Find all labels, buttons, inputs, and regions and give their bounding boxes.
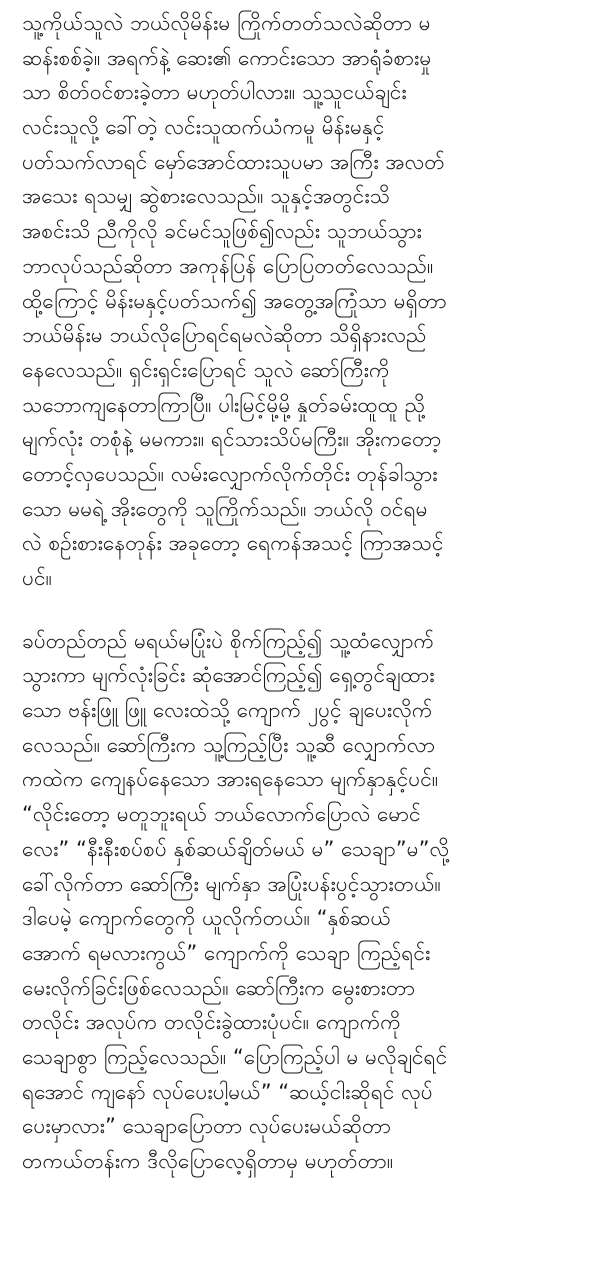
text-line: ခေါ်လိုက်တာ ဆော်ကြီး မျက်နှာ အပြုံးပန်းပွင့်သွားတယ်။: [22, 871, 441, 896]
text-line: ဘယ်မိန်းမ ဘယ်လိုပြောရင်ရမလဲဆိုတာ သိရှိနားလည်: [22, 323, 427, 348]
text-line: လေး” “နီးနီးစပ်စပ် နှစ်ဆယ်ချိတ်မယ် မ” သေချာ”မ”လို့: [22, 836, 450, 861]
text-line: ကထဲက ကျေနပ်နေသော အားရနေသော မျက်နှာနှင့်ပင်။: [22, 767, 439, 792]
text-line: ခပ်တည်တည် မရယ်မပြုံးပဲ စိုက်ကြည့်၍ သူ့ထံလျှောက်: [22, 628, 435, 653]
text-line: တလိုင်း အလုပ်က တလိုင်းခွဲထားပုံပင်။ ကျောက်ကို: [22, 1010, 401, 1035]
text-line: သွားကာ မျက်လုံးခြင်း ဆုံအောင်ကြည့်၍ ရှေ့တွင်ချထား: [22, 663, 435, 688]
text-line: သေချာစွာ ကြည့်လေသည်။ “ပြောကြည့်ပါ မ မလိုချင်ရင်: [22, 1044, 448, 1069]
text-line: “လိုင်းတော့ မတူဘူးရယ် ဘယ်လောက်ပြောလဲ မောင်: [22, 802, 421, 827]
text-line: တကယ်တန်းက ဒီလိုပြောလေ့ရှိတာမှ မဟုတ်တာ။: [22, 1149, 394, 1173]
text-line: လေသည်။ ဆော်ကြီးက သူ့ကြည့်ပြီး သူ့ဆီ လျှောက်လာ: [22, 732, 436, 757]
text-line: အသေး ရသမျှ ဆွဲစားလေသည်။ သူနှင့်အတွင်းသိ: [22, 184, 390, 209]
text-line: ရအောင် ကျနော် လုပ်ပေးပါ့မယ်” “ဆယ့်ငါးဆိုရင် လုပ်: [22, 1079, 433, 1104]
text-line: အောက် ရမလားကွယ်” ကျောက်ကို သေချာ ကြည့်ရင်း: [22, 940, 431, 965]
text-line: မျက်လုံး တစုံနဲ့ မမကား။ ရင်သားသိပ်မကြီး။ အိုးကတော့: [22, 427, 442, 452]
text-line: နေလေသည်။ ရှင်းရှင်းပြောရင် သူလဲ ဆော်ကြီးကို: [22, 357, 390, 382]
text-line: ဘာလုပ်သည်ဆိုတာ အကုန်ပြန် ပြောပြတတ်လေသည်။: [22, 253, 434, 278]
text-line: အစင်းသိ ညီကိုလို ခင်မင်သူဖြစ်၍လည်း သူဘယ်သွား: [22, 219, 422, 244]
text-line: သဘောကျနေတာကြာပြီ။ ပါးမြင့်မို့မို့ နှုတ်ခမ်းထူထူ ညို့: [22, 392, 426, 417]
text-line: သော မမရဲ့ အိုးတွေကို သူကြိုက်သည်။ ဘယ်လို ဝင်ရမ: [22, 496, 428, 521]
text-line: ပတ်သက်လာရင် မှော်အောင်ထားသူပမာ အကြီး အလတ်: [22, 149, 445, 174]
text-line: လင်းသူလို့ ခေါ်တဲ့ လင်းသူထက်ယံကမူ မိန်းမနှင့်: [22, 115, 385, 140]
text-line: မေးလိုက်ခြင်းဖြစ်လေသည်။ ဆော်ကြီးက မွေးစားတာ: [22, 975, 416, 1000]
text-line: ဆန်းစစ်ခဲ့။ အရက်နဲ့ ဆေး၏ ကောင်းသော အာရုံခံစားမှု: [22, 45, 432, 70]
text-line: သူ့ကိုယ်သူလဲ ဘယ်လိုမိန်းမ ကြိုက်တတ်သလဲဆိုတာ မ: [22, 11, 431, 35]
paragraph-1: [22, 6, 602, 596]
text-line: ဒါပေမဲ့ ကျောက်တွေကို ယူလိုက်တယ်။ “နှစ်ဆယ်: [22, 906, 391, 931]
text-line: သာ စိတ်ဝင်စားခဲ့တာ မဟုတ်ပါလား။ သူ့သူငယ်ချင်း: [22, 80, 407, 105]
paragraph-spacer: [22, 596, 602, 624]
text-line: ပေးမှာလား” သေချာပြောတာ လုပ်ပေးမယ်ဆိုတာ: [22, 1114, 392, 1139]
text-line: လဲ စဉ်းစားနေတုန်း အခုတော့ ရေကန်အသင့် ကြာအသင့်: [22, 531, 444, 556]
text-line: ထို့ကြောင့် မိန်းမနှင့်ပတ်သက်၍ အတွေ့အကြုံသာ မရှိတာ: [22, 288, 447, 313]
text-line: ပင်။: [22, 566, 52, 590]
paragraph-2: [22, 624, 602, 1179]
text-line: သော ဗန်းဖြူ ဖြူ လေးထဲသို့ ကျောက် ၂ပွင့် ချပေးလိုက်: [22, 698, 433, 723]
text-line: တောင့်လှပေသည်။ လမ်းလျှောက်လိုက်တိုင်း တုန်ခါသွား: [22, 461, 438, 486]
